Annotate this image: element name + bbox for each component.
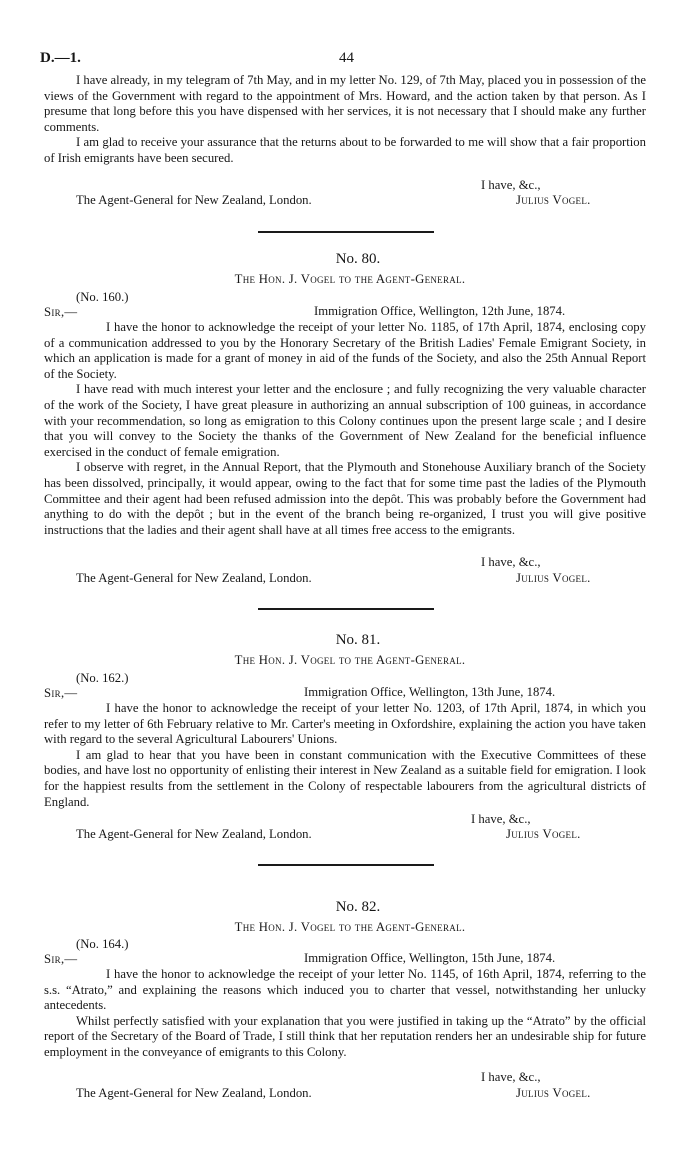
closing: I have, &c., — [481, 178, 541, 192]
section-divider — [258, 864, 434, 866]
closing: I have, &c., — [471, 812, 531, 826]
paragraph: I am glad to receive your assurance that the returns about to be forwarded to me will show that a fair proportion of Irish emigrants have been secured. — [44, 135, 646, 165]
intro-body — [44, 73, 646, 167]
paragraph: I have the honor to acknowledge the receipt of your letter No. 1203, of 17th April, 1874, in which you refer to my letter of 6th February relative to Mr. Carter's meeting in Oxfordshire, explaining the action you have taken with regard to the several Agricultural Labourers' Unions. — [44, 701, 646, 747]
paragraph: Whilst perfectly satisfied with your explanation that you were justified in taking up the “Atrato” by the official report of the Secretary of the Board of Trade, I still think that her reputation renders her an undesirable ship for future employment in the conveyance of emigrants to this Colony. — [44, 1013, 646, 1059]
signature: Julius Vogel. — [516, 571, 591, 585]
closing: I have, &c., — [481, 555, 541, 569]
salutation: Sir,— — [44, 305, 78, 319]
paragraph: I observe with regret, in the Annual Report, that the Plymouth and Stonehouse Auxiliary branch of the Society has been dissolved, principally, it would appear, owing to the fact that for some time past the ladies of the Plymouth Committee and their agent had been refused admission into the depôt. This was probably before the Government had anything to do with the depôt ; but in the event of the branch being re-organized, I trust you will give positive instructions that the ladies and their agent shall have at all times free access to the emigrants. — [44, 460, 646, 537]
letter-reference: (No. 160.) — [76, 290, 129, 304]
letter-from-to: The Hon. J. Vogel to the Agent-General. — [234, 272, 466, 286]
salutation: Sir,— — [44, 686, 78, 700]
letter-number: No. 80. — [335, 251, 381, 267]
paragraph: I have already, in my telegram of 7th May, and in my letter No. 129, of 7th May, placed you in possession of the views of the Government with regard to the appointment of Mrs. Howard, and the action taken by that person. As I presume that long before this you have dispensed with her services, it is not necessary that I should make any further comments. — [44, 73, 646, 134]
paragraph: I have the honor to acknowledge the receipt of your letter No. 1145, of 16th April, 1874, referring to the s.s. “Atrato,” and explaining the reasons which induced you to charter that vessel, notwithstanding her unlucky antecedents. — [44, 967, 646, 1013]
series-label: D.—1. — [40, 50, 81, 66]
letter-body — [44, 320, 646, 538]
signature: Julius Vogel. — [516, 193, 591, 207]
addressee: The Agent-General for New Zealand, London. — [76, 1086, 312, 1100]
letter-body — [44, 967, 646, 1061]
addressee: The Agent-General for New Zealand, London. — [76, 193, 312, 207]
addressee: The Agent-General for New Zealand, London. — [76, 571, 312, 585]
place-date: Immigration Office, Wellington, 12th June, 1874. — [314, 304, 566, 318]
salutation: Sir,— — [44, 952, 78, 966]
closing: I have, &c., — [481, 1070, 541, 1084]
signature: Julius Vogel. — [506, 827, 581, 841]
letter-number: No. 82. — [335, 899, 381, 915]
letter-number: No. 81. — [335, 632, 381, 648]
letter-reference: (No. 164.) — [76, 937, 129, 951]
page-number: 44 — [339, 50, 354, 66]
letter-from-to: The Hon. J. Vogel to the Agent-General. — [234, 653, 466, 667]
paragraph: I am glad to hear that you have been in constant communication with the Executive Committees of these bodies, and have lost no opportunity of enlisting their interest in New Zealand as a suitable field for emigration. I look for the happiest results from the settlement in the Colony of respectable labourers from the agricultural districts of England. — [44, 747, 646, 809]
signature: Julius Vogel. — [516, 1086, 591, 1100]
place-date: Immigration Office, Wellington, 15th June, 1874. — [304, 951, 556, 965]
letter-from-to: The Hon. J. Vogel to the Agent-General. — [234, 920, 466, 934]
paragraph: I have the honor to acknowledge the receipt of your letter No. 1185, of 17th April, 1874, enclosing copy of a communication addressed to you by the Honorary Secretary of the British Ladies' Female Emigrant Society, in which an application is made for a grant of money in aid of the funds of the Society, and also the 25th Annual Report of the Society. — [44, 320, 646, 381]
letter-reference: (No. 162.) — [76, 671, 129, 685]
addressee: The Agent-General for New Zealand, London. — [76, 827, 312, 841]
section-divider — [258, 231, 434, 233]
section-divider — [258, 608, 434, 610]
place-date: Immigration Office, Wellington, 13th June, 1874. — [304, 685, 556, 699]
letter-body — [44, 701, 646, 810]
paragraph: I have read with much interest your letter and the enclosure ; and fully recognizing the very valuable character of the work of the Society, I have great pleasure in authorizing an annual subscription of 100 guineas, in accordance with your recommendation, so long as emigration to this Colony continues upon the present large scale ; and I desire that you will convey to the Society the thanks of the Government of New Zealand for the beneficial influence exercised in the conduct of female emigration. — [44, 382, 646, 459]
